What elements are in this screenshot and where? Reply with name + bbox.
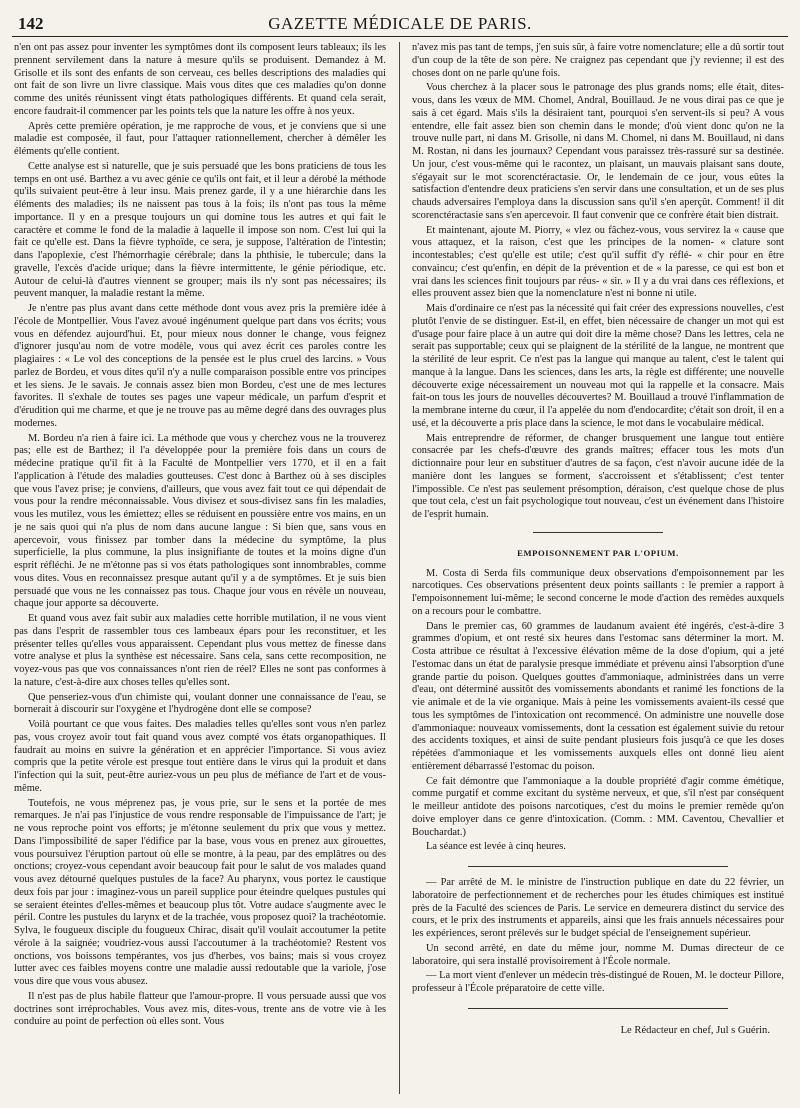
paragraph: Toutefois, ne vous méprenez pas, je vous prie, sur le sens et la portée de mes remarques. Je n'ai pas l'injustice de vous rendre responsable de l'impuissance de l'art; je ne vous reproche point vos efforts; je m'étonne seulement du prix que vous y mettez. Dans l'impossibilité de saper l'édifice par la base, vous vous en prenez aux girouettes, vous poursuivez l'éruption partout où elle se montre, à la peau, par des emplâtres ou des onctions; croyez-vous cependant avoir beaucoup fait pour le salut de vos malades quand vous avez détourné quelques pustules de la face? Au pharynx, vous portez le caustique deux fois par jour : imaginez-vous un pareil supplice pour éteindre quelques pustules qui se seraient éteintes d'elles-mêmes et beaucoup plus tôt. Votre audace s'augmente avec le péril. Contre les pustules du larynx et de la trachée, vous proposez quoi? la trachéotomie. Sylva, le fougueux disciple du fougueux Chirac, disait qu'il voulait accoutumer la petite vérole à la saignée; voudriez-vous aussi l'accoutumer à la trachéotomie? Restent vos onctions, vos boissons tempérantes, vos jus d'herbes, vos bains; mais si vous croyez lutter avec ces faibles moyens contre une maladie aussi redoutable que la variole, j'ose vous dire que vous vous abusez. xyxy=(14,797,386,987)
paragraph: M. Costa di Serda fils communique deux observations d'empoisonnement par les narcotiques. Ces observations présentent deux points saillants : le premier a rapport à l'empoisonnement lui-même; le second concerne le mode d'action des remèdes auxquels on a recours pour le combattre. xyxy=(412,567,784,617)
section-title: EMPOISONNEMENT PAR L'OPIUM. xyxy=(517,547,679,558)
signature: Le Rédacteur en chef, Jul s Guérin. xyxy=(620,1024,770,1036)
paragraph: n'avez mis pas tant de temps, j'en suis sûr, à faire votre nomenclature; elle a dû sortir tout d'un coup de la tête de son père. Ne craignez pas cependant que j'y revienne; il est des choses dont on ne parle qu'une fois. xyxy=(412,42,784,79)
paragraph: La séance est levée à cinq heures. xyxy=(426,841,566,853)
news-item: Un second arrêté, en date du même jour, nomme M. Dumas directeur de ce laboratoire, qui sera installé provisoirement à l'École normale. xyxy=(412,942,784,967)
news-rule xyxy=(468,866,728,867)
paragraph: Mais entreprendre de réformer, de changer brusquement une langue tout entière consacrée par les chefs-d'œuvre des grands maîtres; effacer tous les mots d'un dictionnaire pour leur en substituer d'autres de sa façon, c'est n'avoir aucune idée de la manière dont les langues se forment, s'accroissent et s'établissent; c'est tenter l'impossible. Ce n'est pas seulement présomption, déraison, c'est quelque chose de plus que tout cela, c'est un fait psychologique tout nouveau, c'est un événement dans l'histoire de l'esprit humain. xyxy=(412,432,784,520)
paragraph: Et maintenant, ajoute M. Piorry, « vlez ou fâchez-vous, vous servirez la « cause que vous attaquez, et la raison, c'est que les principes de la nomen- « clature sont incontestables; c'est qu'elle est utile; c'est qu'il suffit d'y réflé- « chir pour en être convaincu; c'est qu'enfin, en dépit de la prévention et de « la paresse, ce qui est bon et vrai dans les sciences finit toujours par réus- « sir. » Il y a du vrai dans ces réflexions, et elles prouvent assez bien que la nomenclature n'est ni bonne ni utile. xyxy=(412,224,784,300)
journal-title: GAZETTE MÉDICALE DE PARIS. xyxy=(268,14,532,33)
signature-rule xyxy=(468,1008,728,1009)
paragraph: Après cette première opération, je me rapproche de vous, et je conviens que si une maladie est composée, il faut, pour l'attaquer rationnellement, chercher à démêler les éléments qu'elle contient. xyxy=(14,120,386,157)
paragraph: Ce fait démontre que l'ammoniaque a la double propriété d'agir comme émétique, comme purgatif et comme excitant du système nerveux, et que, s'il n'est par conséquent le meilleur antidote des poisons narcotiques, c'est du moins le premier remède qu'on doive employer dans ce genre d'intoxication. (Comm. : MM. Caventou, Chevallier et Bouchardat.) xyxy=(412,775,784,838)
news-item: — Par arrêté de M. le ministre de l'instruction publique en date du 22 février, un laboratoire de perfectionnement et de recherches pour les études chimiques est institué près de la Faculté des sciences de Paris. Le service en demeurera distinct du service des cours, et le prix des instruments et appareils, ainsi que les frais annuels nécessaires pour les expériences, seront prélevés sur le budget spécial de l'enseignement supérieur. xyxy=(412,877,784,939)
paragraph: Et quand vous avez fait subir aux maladies cette horrible mutilation, il ne vous vient pas dans l'esprit de rassembler tous ces lambeaux épars pour les reconstituer, et les présenter telles qu'elles vous apparaissent. Cependant plus vous mettez de finesse dans votre analyse et plus la synthèse est nécessaire. Sans cela, sans cette recomposition, ne voyez-vous pas que vos connaissances n'ont rien de réel? Elles ne sont pas conformes à la nature, c'est-à-dire aux choses telles qu'elles sont. xyxy=(14,613,386,688)
right-column xyxy=(412,42,784,1094)
paragraph: Vous cherchez à la placer sous le patronage des plus grands noms; elle était, dites-vous, dans les vœux de MM. Chomel, Andral, Bouillaud. Je ne vous dirai pas ce que je sais à cet égard. Mais s'ils la désiraient tant, pourquoi s'en servent-ils si peu? A vous entendre, elle fait assez bien son chemin dans le monde; d'où vient donc qu'on ne la trouve nulle part, ni dans M. Grisolle, ni dans M. Chomel, ni dans M. Bouillaud, ni dans M. Rostan, ni dans les journaux? Cependant vous paraissez très-rassuré sur sa destinée. Un jour, c'est vous-même qui le racontez, un plaisant, un mauvais plaisant sans doute, s'égayait sur le mot scorenctéractasie. Or, le lendemain de ce jour, vous eûtes la satisfaction d'entendre deux praticiens s'en servir dans une consultation, et un de ses plus chauds adversaires l'employa dans la discussion sans qu'il s'en aperçût. Comment! il dit scorenctéractasie sans s'en apercevoir. Il faut convenir que ce confrère était bien distrait. xyxy=(412,82,784,221)
page-header xyxy=(12,10,788,37)
paragraph: Il n'est pas de plus habile flatteur que l'amour-propre. Il vous persuade aussi que vos doctrines sont irréprochables. Vous avez mis, dites-vous, trente ans de votre vie à les conduire au point de perfection où elles sont. Vous xyxy=(14,990,386,1028)
column-divider xyxy=(399,42,400,1094)
paragraph: Voilà pourtant ce que vous faites. Des maladies telles qu'elles sont vous n'en parlez pas, vous croyez avoir tout fait quand vous avez compté vos états organopathiques. Il faudrait au moins en suivre la génération et en apprécier l'importance. Si vous aviez compris que la petite vérole est presque tout entière dans le virus qui la produit et dans l'infection qui la suit, peut-être auriez-vous un peu plus de méfiance de l'art et de vous-même. xyxy=(14,719,386,794)
paragraph: Cette analyse est si naturelle, que je suis persuadé que les bons praticiens de tous les temps en ont usé. Barthez a vu avec génie ce qu'ils ont fait, et il leur a dérobé la méthode qu'ils suivaient peut-être à leur insu. Mais prenez garde, il y a une hiérarchie dans les éléments des maladies; ils ne naissent pas tous à la fois; ils n'ont pas tous la même importance. Il y en a presque toujours un qui domine tous les autres et qui fait le caractère et comme le fond de la maladie à laquelle il impose son nom. C'est lui qui la fait ce qu'elle est. Dans la fièvre typhoïde, ce sera, je suppose, l'altération de l'intestin; dans l'apoplexie, c'est l'hémorrhagie cérébrale; dans la phthisie, le tubercule; dans la gravelle, l'excès d'acide urique; dans la fièvre intermittente, le génie périodique, etc. Autour de celui-là d'autres viennent se grouper; mais ils n'y sont pas nécessaires; ils peuvent manquer, la maladie restant la même. xyxy=(14,160,386,300)
paragraph: Que penseriez-vous d'un chimiste qui, voulant donner une connaissance de l'eau, se bornerait à discourir sur l'oxygène et l'hydrogène dont elle se compose? xyxy=(14,691,386,716)
paragraph: Mais d'ordinaire ce n'est pas la nécessité qui fait créer des expressions nouvelles, c'est plutôt l'envie de se distinguer. Est-il, en effet, bien nécessaire de changer un mot qui est d'usage pour faire place à un autre qui doit dire la même chose? Dans les lettres, cela ne serait pas supportable; ceux qui se plaignent de la stérilité de la langue, ne montrent que la stérilité de leur esprit. Ce n'est pas la langue qui manque au talent, c'est le talent qui manque à la langue. Dans les sciences, dans les arts, la règle est différente; une nouvelle découverte exige nécessairement un nouveau mot qui la rappelle et la consacre. Mais fait-on tous les jours de nouvelles découvertes? M. Bouillaud a trouvé l'inflammation de la membrane interne du cœur, il l'a appelée du nom d'endocardite; c'était son droit, il en a usé, et la découverte a pris place dans la science, le mot dans le vocabulaire médical. xyxy=(412,303,784,429)
page-number: 142 xyxy=(18,14,44,33)
paragraph: n'en ont pas assez pour inventer les symptômes dont ils composent leurs tableaux; ils les prennent servilement dans la nature à mesure qu'ils se produisent. Demandez à M. Grisolle et ils sont des enfants de son cerveau, ces belles descriptions des maladies qui ont fait de son livre un livre classique. Mais vous dites que ces maladies qu'on donne comme des unités réunissent vingt états pathologiques différents. Et quand cela serait, encore faudrait-il commencer par les points tels que la nature les offre à nos yeux. xyxy=(14,42,386,117)
news-item: — La mort vient d'enlever un médecin très-distingué de Rouen, M. le docteur Pillore, professeur à l'École préparatoire de cette ville. xyxy=(412,970,784,994)
section-rule xyxy=(533,532,663,533)
left-column xyxy=(14,42,386,1094)
paragraph: M. Bordeu n'a rien à faire ici. La méthode que vous y cherchez vous ne la trouverez pas; elle est de Barthez; il l'a développée pour la première fois dans un cours de médecine pratique qu'il fit à la Faculté de Montpellier vers 1770, et il en a fait l'application à l'étude des maladies goutteuses. C'est donc à Barthez où à ses disciples que vous l'avez prise; je conviens, d'ailleurs, que vous avez fait tout ce qui dépendait de vous pour la rendre méconnaissable. Vous divisez et sous-divisez sans fin les maladies, vous les mutilez, vous les émiettez; elles se réduisent en poussière entre vos mains, en un je ne sais quoi qui n'a plus de nom dans aucune langue : Si bien que, sans vous en apercevoir, vous finissez par tomber dans la médecine du symptôme, la plus superficielle, la plus commune, la plus insignifiante de toutes et la moins digne d'un esprit réfléchi. Je ne m'étonne pas si vos états pathologiques sont innombrables, comme vous dites. Vous en reconnaissez presque autant qu'il y a de symptômes. Et je suis bien persuadé que vous ne les connaissez pas tous. Chaque jour vous en révèle un nouveau, chaque jour apporte sa découverte. xyxy=(14,432,386,610)
paragraph: Dans le premier cas, 60 grammes de laudanum avaient été ingérés, c'est-à-dire 3 grammes d'opium, et ont resté six heures dans l'estomac sans déterminer la mort. M. Costa attribue ce résultat à l'excessive élévation même de la dose d'opium, qui a jeté l'estomac dans un état de paralysie presque immédiate et prévenu ainsi l'absorption d'une grande partie du poison. Quelques gouttes d'ammoniaque, administrées dans un verre d'eau, ont déterminé aussitôt des vomissements abondants et ranimé les fonctions de la vie animale et de la vie organique. Mais à peine les vomissements avaient-ils cessé que tous les symptômes de l'intoxication ont recommencé. On administre une nouvelle dose d'ammoniaque: nouveaux vomissements, dont la cessation est également suivie du retour des accidents toxiques, et ainsi de suite pendant plusieurs fois jusqu'à ce que les doses répétées d'ammoniaque et les vomissements auxquels elles ont donné lieu aient entièrement débarrassé l'estomac du poison. xyxy=(412,620,784,772)
paragraph: Je n'entre pas plus avant dans cette méthode dont vous avez pris la première idée à l'école de Montpellier. Vous l'avez avoué ingénument quelque part dans vos écrits; vous vous en défendez aujourd'hui. Et, pour mieux nous donner le change, vous feignez d'ignorer jusqu'au nom de votre modèle, vous qui avez écrit ces paroles contre les plagiaires : « Le vol des conceptions de la pensée est le plus cruel des larcins. » Vous parlez de Bordeu, et vous dites qu'il n'y a nulle comparaison possible entre vos principes et les siens. Je le savais. Je connais assez bien mon Bordeu, c'est une de mes lectures favorites. Il s'exhale de toutes ses pages une vapeur médicale, un parfum d'esprit et d'érudition qui me charme, et que je ne trouve pas au même degré dans des ouvrages plus modernes. xyxy=(14,303,386,429)
